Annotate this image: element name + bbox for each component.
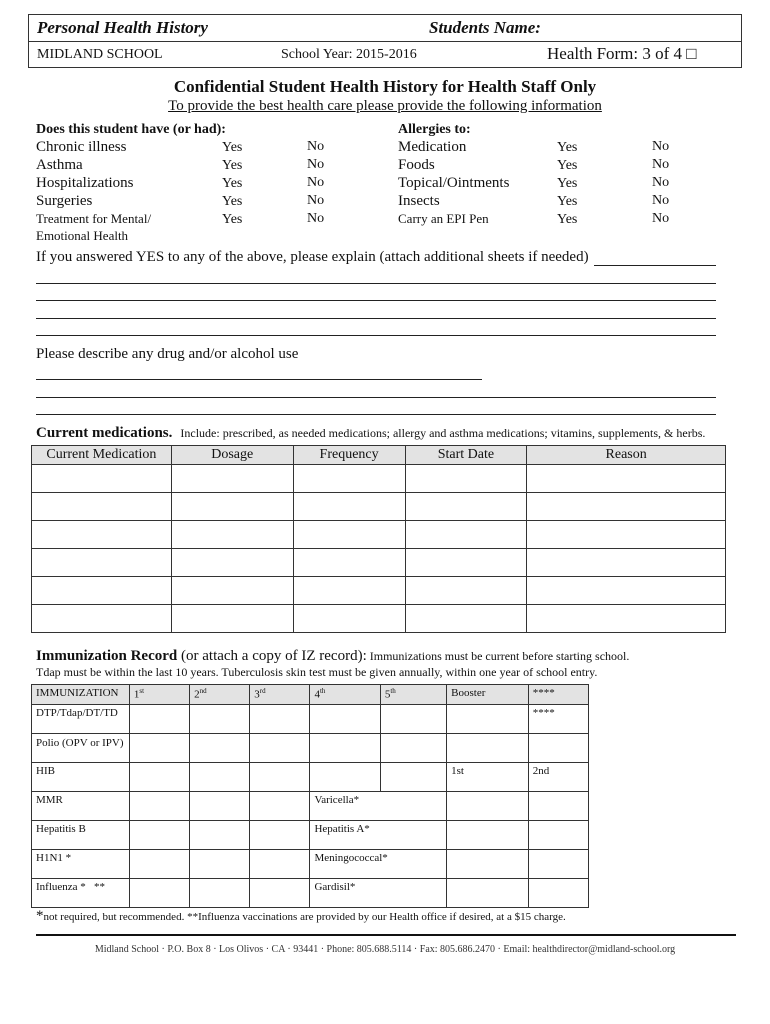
dose-cell[interactable] — [528, 821, 588, 850]
hib-first: 1st — [447, 763, 529, 792]
col-start-date: Start Date — [405, 446, 527, 465]
condition-name: Treatment for Mental/ — [36, 211, 152, 226]
table-cell[interactable] — [405, 465, 527, 493]
allergy-name: Carry an EPI Pen — [398, 211, 489, 226]
no-option[interactable]: No — [307, 211, 325, 226]
immunization-header-row — [32, 685, 589, 705]
table-cell[interactable] — [527, 549, 726, 577]
allergy-name: Topical/Ointments — [398, 175, 510, 191]
student-name-label: Students Name: — [429, 18, 541, 37]
immunization-name: HIB — [32, 763, 130, 792]
medications-header-row — [32, 446, 726, 465]
table-cell[interactable] — [293, 465, 405, 493]
immunization-name: Varicella* — [310, 792, 447, 821]
form-title: Personal Health History — [37, 18, 208, 37]
table-cell[interactable] — [405, 605, 527, 633]
dose-cell[interactable] — [190, 821, 250, 850]
table-cell[interactable] — [293, 605, 405, 633]
col-dose-2: 2nd — [190, 685, 250, 705]
col-booster: Booster — [447, 685, 529, 705]
health-form-number: Health Form: 3 of 4 □ — [547, 44, 697, 63]
medications-note: Include: prescribed, as needed medications; allergy and asthma medications; vitamins, supplements, & herbs. — [180, 426, 706, 440]
immunization-name: Hepatitis B — [32, 821, 130, 850]
table-cell[interactable] — [171, 605, 293, 633]
no-option[interactable]: No — [307, 157, 325, 172]
dose-cell[interactable] — [250, 705, 310, 734]
dose-cell[interactable] — [528, 792, 588, 821]
allergy-name: Foods — [398, 157, 435, 173]
yes-option[interactable]: Yes — [557, 140, 578, 155]
yes-option[interactable]: Yes — [222, 140, 243, 155]
immunization-name: H1N1 * — [32, 850, 130, 879]
col-dose-1: 1st — [129, 685, 189, 705]
immunization-table — [31, 684, 589, 908]
table-cell[interactable] — [171, 465, 293, 493]
school-year: School Year: 2015-2016 — [281, 47, 417, 62]
row-hib — [32, 763, 589, 792]
explain-line-2[interactable] — [36, 300, 716, 301]
row-h1n1-meningococcal — [32, 850, 589, 879]
dose-cell[interactable] — [310, 705, 380, 734]
allergies-label: Allergies to: — [398, 122, 471, 137]
no-option[interactable]: No — [652, 211, 670, 226]
dose-cell[interactable] — [447, 705, 529, 734]
col-current-medication: Current Medication — [32, 446, 172, 465]
immunization-name: DTP/Tdap/DT/TD — [32, 705, 130, 734]
table-row — [32, 521, 726, 549]
table-cell[interactable] — [32, 521, 172, 549]
col-dose-4: 4th — [310, 685, 380, 705]
col-dose-3: 3rd — [250, 685, 310, 705]
dose-cell[interactable] — [190, 763, 250, 792]
immunization-heading — [36, 647, 629, 665]
dose-cell[interactable] — [447, 734, 529, 763]
yes-option[interactable]: Yes — [222, 176, 243, 191]
immunization-name: Influenza * ** — [32, 879, 130, 908]
immunization-name: Gardisil* — [310, 879, 447, 908]
immunization-note2: Tdap must be within the last 10 years. Tuberculosis skin test must be given annually, within one year of school entry. — [36, 665, 598, 679]
dose-cell[interactable] — [447, 879, 529, 908]
dose-cell[interactable] — [447, 821, 529, 850]
drug-use-line-2[interactable] — [36, 397, 716, 398]
explain-prompt: If you answered YES to any of the above, please explain (attach additional sheets if needed) — [36, 249, 589, 265]
yes-option[interactable]: Yes — [222, 212, 243, 227]
medications-table — [31, 445, 726, 633]
condition-name: Surgeries — [36, 193, 93, 209]
dose-cell[interactable] — [129, 850, 189, 879]
dose-cell[interactable] — [250, 879, 310, 908]
table-cell[interactable] — [32, 605, 172, 633]
allergy-name: Insects — [398, 193, 440, 209]
table-cell[interactable] — [527, 577, 726, 605]
explain-line-1[interactable] — [36, 283, 716, 284]
dose-cell[interactable] — [250, 792, 310, 821]
dose-cell[interactable] — [310, 734, 380, 763]
table-cell[interactable] — [293, 493, 405, 521]
no-option[interactable]: No — [307, 139, 325, 154]
conditions-label: Does this student have (or had): — [36, 122, 226, 137]
dose-cell[interactable] — [250, 734, 310, 763]
no-option[interactable]: No — [307, 175, 325, 190]
dose-cell[interactable] — [528, 734, 588, 763]
no-option[interactable]: No — [307, 193, 325, 208]
footnote-text: not required, but recommended. **Influenza vaccinations are provided by our Health office if desired, at a $15 charge. — [43, 911, 566, 923]
dose-cell[interactable] — [380, 705, 446, 734]
table-cell[interactable] — [405, 493, 527, 521]
no-option[interactable]: No — [652, 193, 670, 208]
yes-option[interactable]: Yes — [557, 176, 578, 191]
no-option[interactable]: No — [652, 175, 670, 190]
dose-cell[interactable] — [447, 792, 529, 821]
dose-cell[interactable] — [250, 763, 310, 792]
dose-cell[interactable] — [129, 879, 189, 908]
medications-heading — [36, 424, 705, 442]
school-name: MIDLAND SCHOOL — [37, 47, 163, 62]
drug-use-line-1[interactable] — [36, 379, 482, 380]
dose-cell[interactable] — [190, 879, 250, 908]
dose-cell[interactable] — [129, 792, 189, 821]
dose-cell[interactable] — [129, 821, 189, 850]
table-cell[interactable] — [171, 549, 293, 577]
yes-option[interactable]: Yes — [222, 158, 243, 173]
dose-cell[interactable] — [250, 821, 310, 850]
medications-label: Current medications. — [36, 425, 173, 441]
dose-cell[interactable] — [528, 850, 588, 879]
immunization-note1: Immunizations must be current before starting school. — [366, 649, 630, 663]
dose-cell[interactable] — [528, 879, 588, 908]
stars-cell: **** — [528, 705, 588, 734]
col-reason: Reason — [527, 446, 726, 465]
footer-divider — [36, 934, 736, 936]
dose-cell[interactable] — [129, 734, 189, 763]
table-cell[interactable] — [405, 521, 527, 549]
col-dose-5: 5th — [380, 685, 446, 705]
condition-name: Hospitalizations — [36, 175, 134, 191]
dose-cell[interactable] — [190, 705, 250, 734]
row-hepatitis — [32, 821, 589, 850]
table-cell[interactable] — [293, 521, 405, 549]
no-option[interactable]: No — [652, 139, 670, 154]
table-cell[interactable] — [527, 465, 726, 493]
table-cell[interactable] — [171, 493, 293, 521]
col-immunization: IMMUNIZATION — [32, 685, 130, 705]
yes-option[interactable]: Yes — [557, 158, 578, 173]
dose-cell[interactable] — [190, 792, 250, 821]
condition-name-line2: Emotional Health — [36, 228, 129, 243]
col-dosage: Dosage — [171, 446, 293, 465]
row-dtp — [32, 705, 589, 734]
table-cell[interactable] — [32, 577, 172, 605]
table-cell[interactable] — [405, 549, 527, 577]
col-stars: **** — [528, 685, 588, 705]
form-header — [28, 14, 742, 68]
dose-cell[interactable] — [190, 734, 250, 763]
dose-cell[interactable] — [129, 705, 189, 734]
explain-line-3[interactable] — [36, 318, 716, 319]
dose-cell[interactable] — [380, 763, 446, 792]
footer-contact: Midland School · P.O. Box 8 · Los Olivos · CA · 93441 · Phone: 805.688.5114 · Fax: 805.686.2470 · Email: healthdirector@midland-school.org — [94, 944, 676, 955]
table-row — [32, 549, 726, 577]
table-row — [32, 465, 726, 493]
yes-option[interactable]: Yes — [557, 194, 578, 209]
dose-cell[interactable] — [190, 850, 250, 879]
immunization-footnote — [36, 907, 566, 925]
immunization-name: Hepatitis A* — [310, 821, 447, 850]
table-cell[interactable] — [527, 493, 726, 521]
table-cell[interactable] — [171, 577, 293, 605]
table-cell[interactable] — [293, 549, 405, 577]
row-polio — [32, 734, 589, 763]
immunization-label: Immunization Record — [36, 648, 178, 664]
info-subtitle: To provide the best health care please provide the following information — [168, 98, 602, 114]
row-mmr-varicella — [32, 792, 589, 821]
footnote-star: * — [36, 908, 44, 924]
hib-second: 2nd — [528, 763, 588, 792]
immunization-label-rest: (or attach a copy of IZ record): — [177, 648, 367, 664]
table-cell[interactable] — [32, 465, 172, 493]
confidential-heading: Confidential Student Health History for Health Staff Only — [173, 77, 597, 96]
header-top-row — [29, 15, 741, 42]
yes-option[interactable]: Yes — [222, 194, 243, 209]
dose-cell[interactable] — [380, 734, 446, 763]
table-cell[interactable] — [32, 549, 172, 577]
table-cell[interactable] — [171, 521, 293, 549]
immunization-name: Meningococcal* — [310, 850, 447, 879]
dose-cell[interactable] — [447, 850, 529, 879]
explain-line-0[interactable] — [594, 265, 716, 266]
table-cell[interactable] — [527, 605, 726, 633]
dose-cell[interactable] — [129, 763, 189, 792]
table-row — [32, 605, 726, 633]
dose-cell[interactable] — [310, 763, 380, 792]
table-cell[interactable] — [405, 577, 527, 605]
allergy-name: Medication — [398, 139, 467, 155]
table-row — [32, 493, 726, 521]
col-frequency: Frequency — [293, 446, 405, 465]
table-row — [32, 577, 726, 605]
immunization-name: MMR — [32, 792, 130, 821]
row-influenza-gardisil — [32, 879, 589, 908]
explain-line-4[interactable] — [36, 335, 716, 336]
table-cell[interactable] — [32, 493, 172, 521]
immunization-name: Polio (OPV or IPV) — [32, 734, 130, 763]
table-cell[interactable] — [527, 521, 726, 549]
yes-option[interactable]: Yes — [557, 212, 578, 227]
no-option[interactable]: No — [652, 157, 670, 172]
table-cell[interactable] — [293, 577, 405, 605]
drug-use-line-3[interactable] — [36, 414, 716, 415]
dose-cell[interactable] — [250, 850, 310, 879]
drug-use-prompt: Please describe any drug and/or alcohol use — [36, 346, 299, 362]
condition-name: Asthma — [36, 157, 83, 173]
condition-name: Chronic illness — [36, 139, 127, 155]
